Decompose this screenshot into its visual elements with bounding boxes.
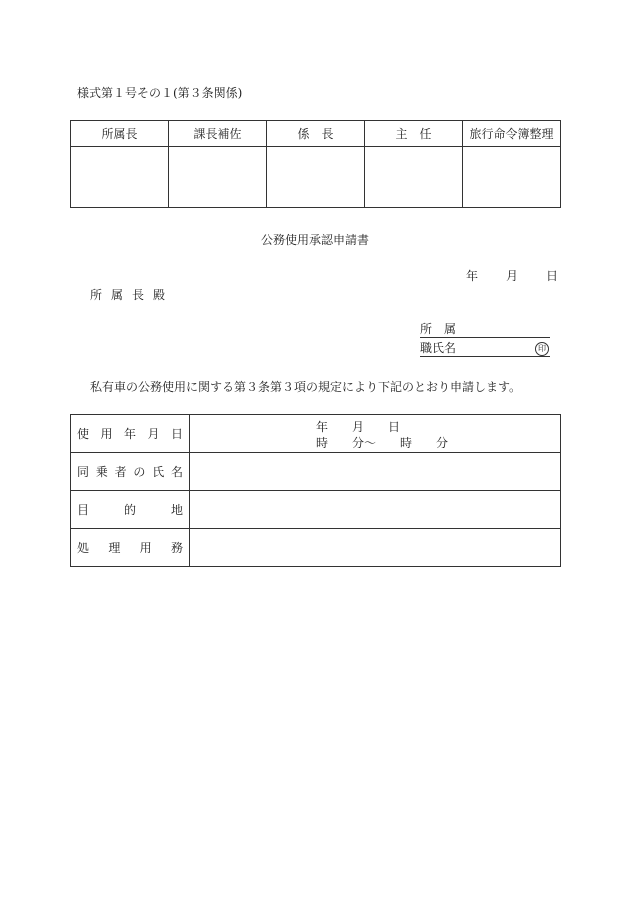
name-title-field[interactable] [420, 341, 550, 357]
destination-label: 目 的 地 [71, 491, 190, 529]
usage-date-line: 年 月 日 [316, 420, 401, 434]
approval-header-travel-register: 旅行命令簿整理 [463, 121, 561, 147]
usage-time-line: 時 分～ 時 分 [316, 436, 449, 450]
approval-stamp-box-1[interactable] [71, 147, 169, 208]
table-row [71, 453, 561, 491]
passenger-names-label: 同 乗 者 の 氏 名 [71, 453, 190, 491]
affiliation-field[interactable] [420, 322, 550, 338]
affiliation-label: 所 属 [420, 322, 457, 336]
usage-details-table [70, 414, 561, 567]
business-purpose-label: 処 理 用 務 [71, 529, 190, 567]
approval-header-deputy-section-chief: 課長補佐 [169, 121, 267, 147]
usage-date-field[interactable] [190, 415, 561, 453]
usage-date-label: 使 用 年 月 日 [71, 415, 190, 453]
application-date[interactable] [466, 267, 558, 284]
approval-header-division-head: 所属長 [71, 121, 169, 147]
date-month-label: 月 [506, 269, 519, 283]
date-day-label: 日 [546, 269, 559, 283]
table-row [71, 491, 561, 529]
name-title-label: 職氏名 [420, 341, 457, 355]
approval-stamp-box-5[interactable] [463, 147, 561, 208]
passenger-names-field[interactable] [190, 453, 561, 491]
table-row [71, 529, 561, 567]
approval-stamp-table [70, 120, 561, 208]
destination-field[interactable] [190, 491, 561, 529]
table-row [71, 415, 561, 453]
seal-mark: 印 [535, 342, 549, 356]
approval-stamp-box-3[interactable] [267, 147, 365, 208]
date-year-label: 年 [466, 269, 479, 283]
approval-stamp-box-2[interactable] [169, 147, 267, 208]
addressee: 所属長殿 [90, 288, 175, 302]
form-number: 様式第１号その１(第３条関係) [77, 86, 243, 100]
document-title: 公務使用承認申請書 [260, 233, 369, 247]
approval-header-chief: 主 任 [365, 121, 463, 147]
approval-header-subsection-chief: 係 長 [267, 121, 365, 147]
business-purpose-field[interactable] [190, 529, 561, 567]
approval-stamp-box-4[interactable] [365, 147, 463, 208]
application-statement: 私有車の公務使用に関する第３条第３項の規定により下記のとおり申請します。 [90, 380, 522, 394]
